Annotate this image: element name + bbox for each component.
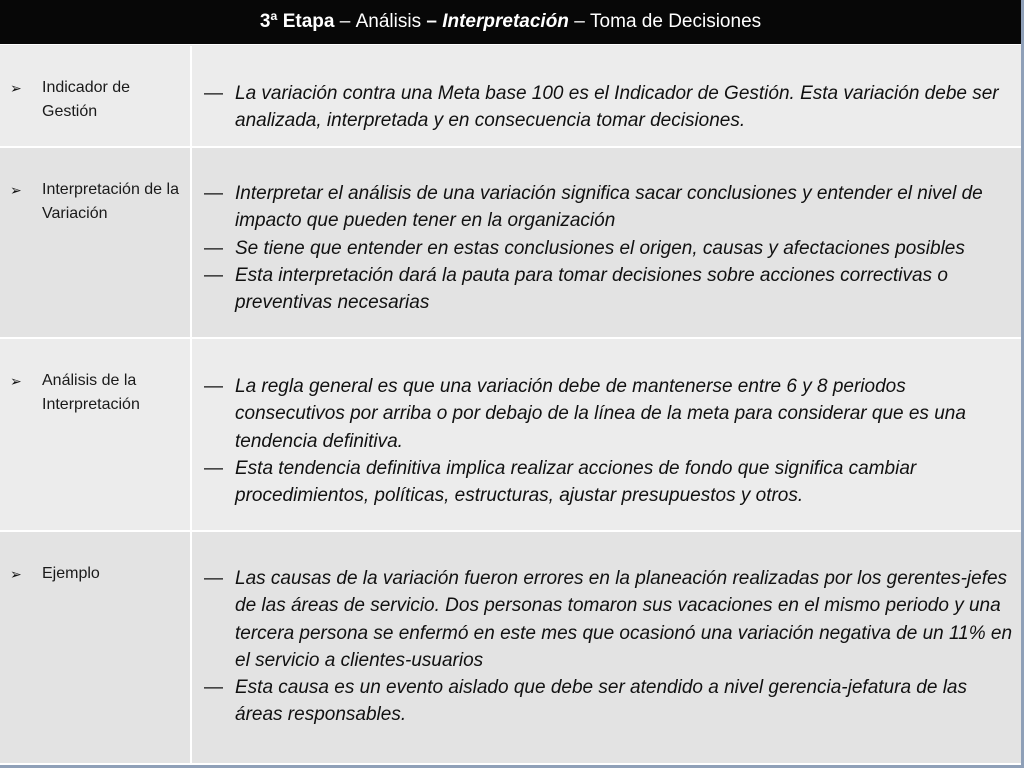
- table-row: [0, 46, 1021, 148]
- arrow-bullet-icon: ➢: [10, 182, 22, 198]
- title-analysis: Análisis: [355, 11, 422, 32]
- list-item: [204, 80, 1013, 135]
- dash-bullet-icon: —: [204, 568, 223, 589]
- row-label-text: Indicador de Gestión: [42, 79, 131, 120]
- table-row: [0, 532, 1021, 765]
- row-label: [10, 76, 185, 124]
- dash-bullet-icon: —: [204, 264, 223, 286]
- row-content-cell: [194, 46, 1021, 146]
- title-interpretation: Interpretación: [442, 11, 569, 32]
- row-label-cell: [0, 532, 192, 763]
- table-row: [0, 148, 1021, 339]
- row-label-text: Análisis de la Interpretación: [42, 372, 140, 413]
- title-separator: –: [568, 11, 591, 32]
- row-label: [10, 178, 185, 226]
- bullet-text: Esta causa es un evento aislado que debe ser atendido a nivel gerencia-jefatura de las áreas responsables.: [235, 677, 967, 726]
- bullet-text: Interpretar el análisis de una variación significa sacar conclusiones y entender el nivel de impacto que pueden tener en la organización: [235, 183, 983, 232]
- arrow-bullet-icon: ➢: [10, 566, 22, 582]
- title-separator: –: [421, 11, 443, 32]
- bullet-list: [204, 80, 1013, 135]
- arrow-bullet-icon: ➢: [10, 373, 22, 389]
- row-label-cell: [0, 148, 192, 337]
- bullet-text: Esta interpretación dará la pauta para tomar decisiones sobre acciones correctivas o preventivas necesarias: [235, 264, 948, 314]
- bullet-list: [204, 565, 1013, 729]
- row-content-cell: [194, 532, 1021, 763]
- table-row: [0, 339, 1021, 532]
- bullet-text: La variación contra una Meta base 100 es el Indicador de Gestión. Esta variación debe ser analizada, interpretada y en consecuencia tomar decisiones.: [235, 83, 999, 132]
- bullet-text: Se tiene que entender en estas conclusiones el origen, causas y afectaciones posibles: [235, 237, 965, 259]
- arrow-bullet-icon: ➢: [10, 80, 22, 96]
- list-item: [204, 262, 1013, 317]
- list-item: [204, 674, 1013, 729]
- row-label-cell: [0, 339, 192, 530]
- bullet-text: Las causas de la variación fueron errores en la planeación realizadas por los gerentes-jefes de las áreas de servicio. Dos personas tomaron sus vacaciones en el mismo periodo y una tercera persona se enfermó en este mes que ocasionó una variación negativa de un 11% en el servicio a clientes-usuarios: [235, 568, 1013, 671]
- dash-bullet-icon: —: [204, 237, 223, 259]
- dash-bullet-icon: —: [204, 457, 223, 479]
- row-label-text: Interpretación de la Variación: [42, 181, 179, 222]
- list-item: [204, 455, 1013, 510]
- row-label: [10, 562, 185, 586]
- row-label-cell: [0, 46, 192, 146]
- bullet-text: La regla general es que una variación debe de mantenerse entre 6 y 8 periodos consecutivos por arriba o por debajo de la línea de la meta para considerar que es una tendencia definitiva.: [235, 376, 966, 452]
- row-label: [10, 369, 185, 417]
- bullet-text: Esta tendencia definitiva implica realizar acciones de fondo que significa cambiar procedimientos, políticas, estructuras, ajustar presupuestos y otros.: [235, 457, 917, 507]
- title-stage: 3ª Etapa: [259, 11, 335, 32]
- bullet-list: [204, 373, 1013, 509]
- list-item: [204, 373, 1013, 455]
- slide-title: [0, 0, 1021, 45]
- list-item: [204, 565, 1013, 674]
- dash-bullet-icon: —: [204, 83, 223, 104]
- list-item: [204, 235, 1013, 262]
- row-label-text: Ejemplo: [42, 565, 100, 582]
- row-content-cell: [194, 339, 1021, 530]
- title-separator: –: [334, 11, 356, 32]
- row-content-cell: [194, 148, 1021, 337]
- title-decisions: Toma de Decisiones: [590, 11, 762, 32]
- dash-bullet-icon: —: [204, 183, 223, 204]
- bullet-list: [204, 180, 1013, 316]
- list-item: [204, 180, 1013, 235]
- dash-bullet-icon: —: [204, 677, 223, 699]
- dash-bullet-icon: —: [204, 376, 223, 397]
